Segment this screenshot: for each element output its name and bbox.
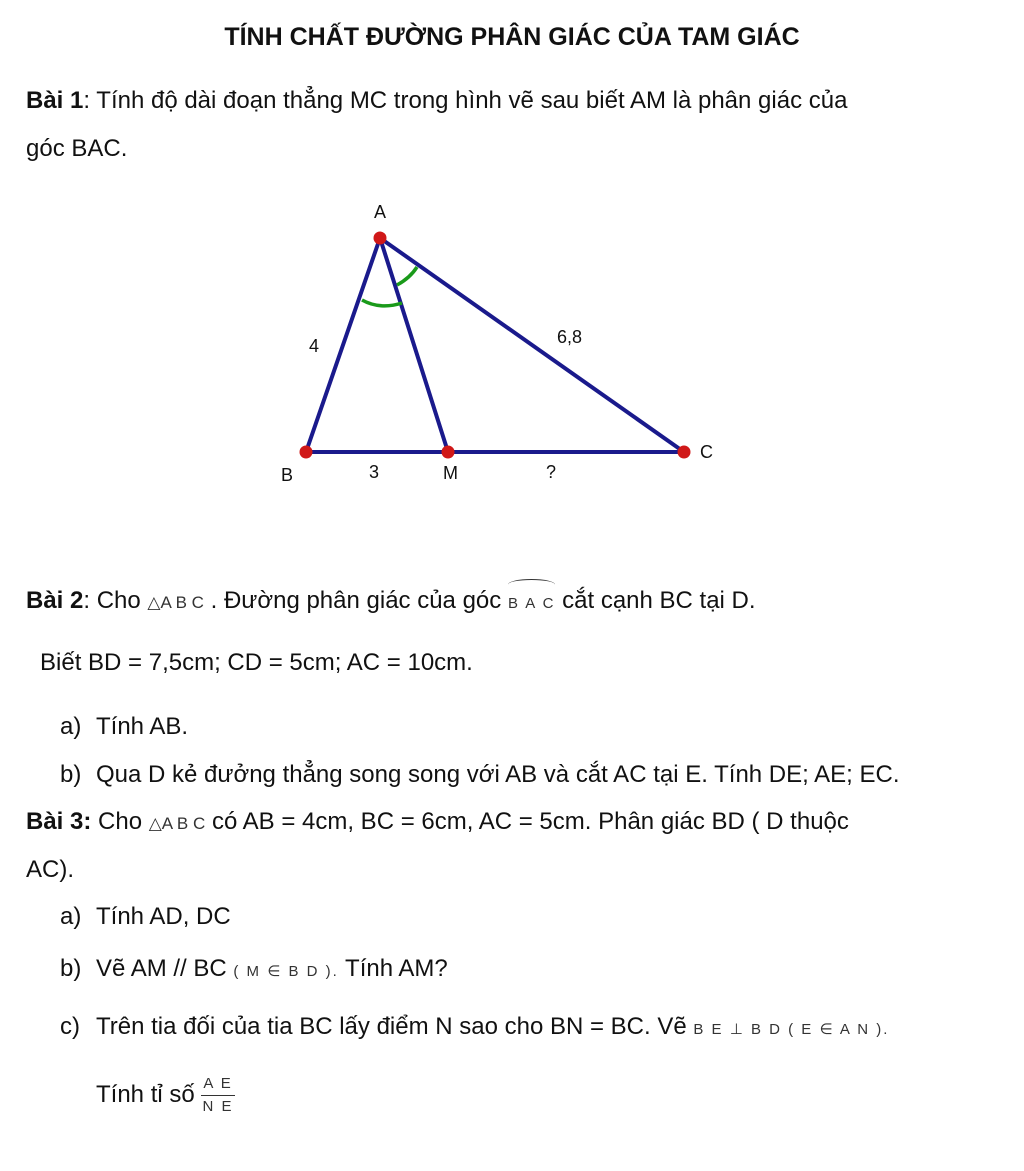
item-label: a) [60, 713, 82, 740]
item-text: Tính AM? [338, 955, 448, 982]
bai2-item-b [60, 760, 900, 790]
item-text: Tính tỉ số [96, 1081, 202, 1108]
item-label: b) [60, 955, 82, 982]
bai2-given: Biết BD = 7,5cm; CD = 5cm; AC = 10cm. [40, 649, 473, 676]
angle-bac-symbol: B A C [508, 585, 556, 619]
fraction-ae-ne [201, 1075, 234, 1116]
triangle-figure [0, 0, 1024, 560]
label-side-mc: ? [546, 462, 557, 482]
math-expression: B E ⊥ B D ( E ∈ A N ). [693, 1021, 890, 1038]
label-a: A [374, 202, 387, 222]
item-text: Vẽ AM // BC [96, 955, 234, 982]
item-text: Tính AD, DC [96, 903, 231, 930]
triangle-abc-symbol: △A B C [148, 814, 206, 833]
item-text: Trên tia đối của tia BC lấy điểm N sao cho BN = BC. Vẽ [96, 1013, 694, 1040]
fraction-numerator: A E [201, 1075, 234, 1096]
label-b: B [281, 465, 294, 485]
item-label: b) [60, 761, 82, 788]
bai2-text-b: . Đường phân giác của góc [203, 587, 508, 614]
bai2-text-c: cắt cạnh BC tại D. [555, 587, 756, 614]
math-expression: ( M ∈ B D ). [233, 963, 339, 980]
angle-mark-bam [362, 300, 402, 306]
bai1-line2: góc BAC. [26, 135, 128, 162]
bai2-label: Bài 2 [26, 587, 84, 614]
bai3-line2: AC). [26, 856, 74, 883]
bai1-label: Bài 1 [26, 87, 84, 114]
angle-mark-mac [397, 267, 417, 285]
page-title: TÍNH CHẤT ĐƯỜNG PHÂN GIÁC CỦA TAM GIÁC [224, 23, 800, 51]
bai2-line1 [26, 585, 756, 619]
point-c [678, 446, 691, 459]
item-text: Qua D kẻ đưởng thẳng song song với AB và cắt AC tại E. Tính DE; AE; EC. [96, 761, 900, 788]
label-side-ab: 4 [309, 336, 320, 356]
label-c: C [700, 442, 713, 462]
item-text: Tính AB. [96, 713, 189, 740]
bai3-line1 [26, 807, 849, 839]
bai3-item-a [60, 902, 231, 932]
point-b [300, 446, 313, 459]
bai3-label: Bài 3: [26, 808, 92, 835]
bai3-text-a: Cho [91, 808, 149, 835]
bai2-text-a: : Cho [83, 587, 148, 614]
fraction-denominator: N E [202, 1098, 234, 1116]
point-m [442, 446, 455, 459]
bai3-item-c [60, 1012, 889, 1045]
label-side-ac: 6,8 [557, 327, 583, 347]
bai2-item-a [60, 712, 188, 742]
item-label: a) [60, 903, 82, 930]
triangle-abc-symbol: △A B C [147, 593, 204, 612]
segment-ac [380, 238, 684, 452]
bai1-text: : Tính độ dài đoạn thẳng MC trong hình vẽ sau biết AM là phân giác của [83, 87, 848, 114]
label-side-bm: 3 [369, 462, 380, 482]
item-label: c) [60, 1013, 80, 1040]
point-a [374, 232, 387, 245]
label-m: M [443, 463, 458, 483]
bai3-item-c-ratio [96, 1075, 235, 1116]
bai3-text-b: có AB = 4cm, BC = 6cm, AC = 5cm. Phân giác BD ( D thuộc [205, 808, 849, 835]
bai3-item-b [60, 954, 448, 987]
